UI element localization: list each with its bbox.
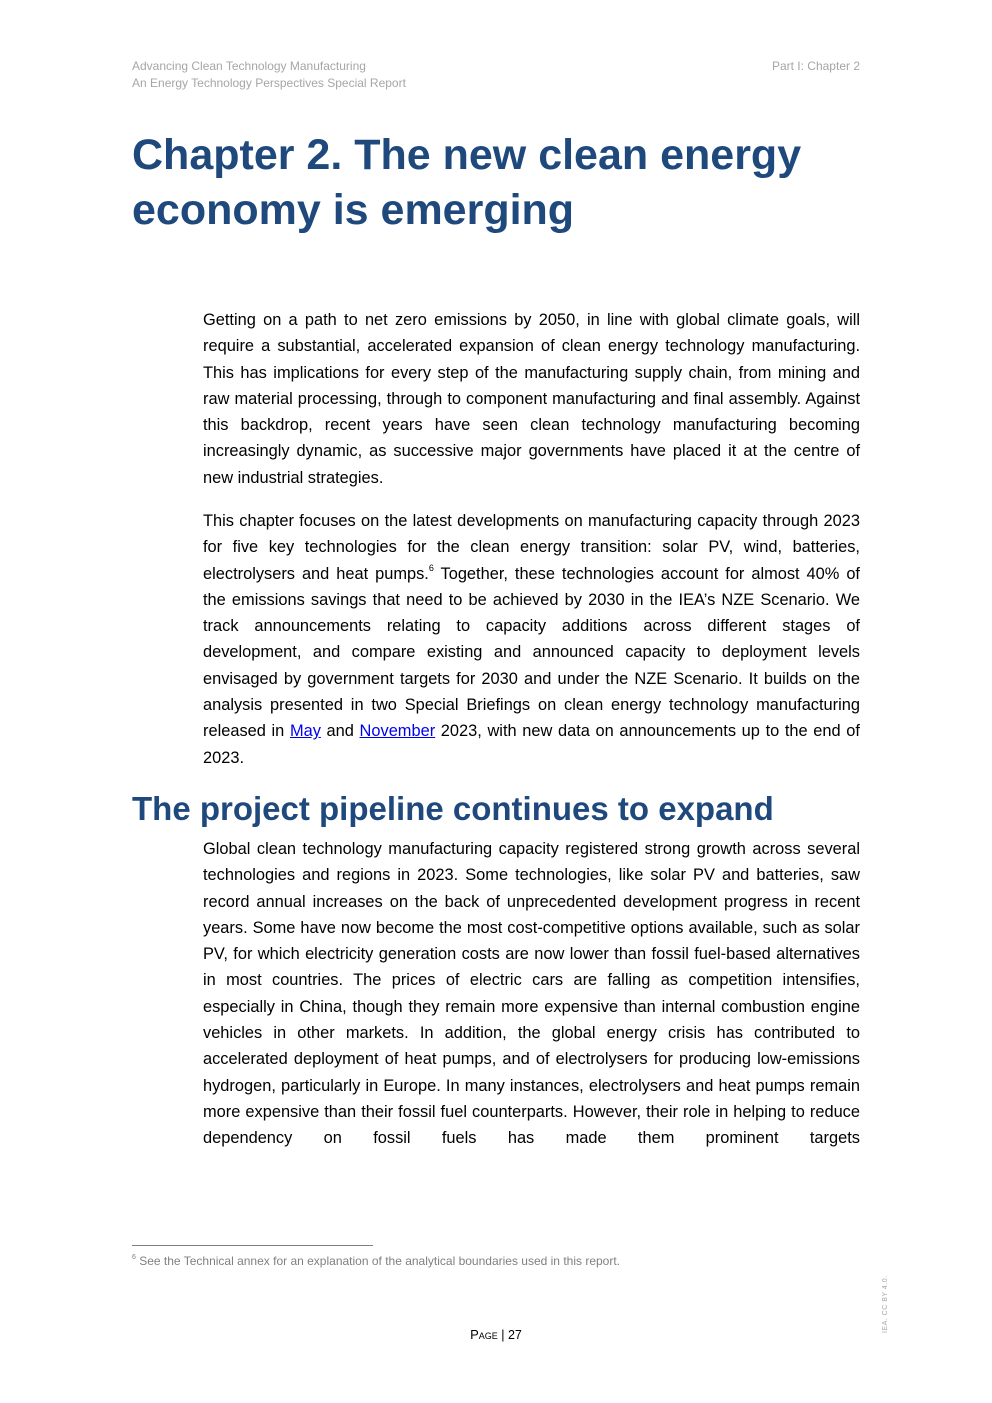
page-value: 27 [507,1328,522,1342]
report-title: Advancing Clean Technology Manufacturing [132,59,366,73]
running-header-left [132,58,406,92]
section-title: The project pipeline continues to expand [132,790,774,827]
page-label: Page [470,1327,498,1342]
paragraph-text: This chapter focuses on the latest developments on manufacturing capacity through 2023 for five key technologies for the clean energy transition: solar PV, wind, batteries, electrolysers and heat pumps. [203,512,860,583]
running-header-right: Part I: Chapter 2 [771,59,860,73]
footnote-divider [132,1245,373,1246]
paragraph-text: and [320,722,360,741]
footnote-reference[interactable]: 6 [428,563,434,574]
intro-paragraph-2 [203,508,860,771]
paragraph-text: Getting on a path to net zero emissions by 2050, in line with global climate goals, will require a substantial, accelerated expansion of clean energy technology manufacturing. This has implications for every step of the manufacturing supply chain, from mining and raw material processing, through to component manufacturing and final assembly. Against this backdrop, recent years have seen clean technology manufacturing becoming increasingly dynamic, as successive major governments have placed it at the centre of new industrial strategies. [203,311,860,487]
page-separator: | [497,1328,508,1342]
footnote-text: See the Technical annex for an explanation of the analytical boundaries used in this report. [135,1254,621,1268]
page-number [0,1326,992,1344]
section-paragraph-1 [203,836,860,1152]
intro-paragraph-1 [203,307,860,491]
report-subtitle: An Energy Technology Perspectives Special Report [132,76,406,90]
chapter-title: Chapter 2. The new clean energy economy is emerging [132,131,802,234]
paragraph-text: Global clean technology manufacturing capacity registered strong growth across several technologies and regions in 2023. Some technologies, like solar PV and batteries, saw record annual increases on the back of unprecedented development progress in recent years. Some have now become the most cost-competitive options available, such as solar PV, for which electricity generation costs are now lower than fossil fuel-based alternatives in most countries. The prices of electric cars are falling as competition intensifies, especially in China, though they remain more expensive than internal combustion engine vehicles in other markets. In addition, the global energy crisis has contributed to accelerated deployment of heat pumps, and of electrolysers for producing low-emissions hydrogen, particularly in Europe. In many instances, electrolysers and heat pumps remain more expensive than their fossil fuel counterparts. However, their role in helping to reduce dependency on fossil fuels has made them prominent targets [203,840,860,1148]
footnote [132,1253,620,1269]
license-note: IEA. CC BY 4.0. [882,1275,889,1333]
paragraph-text: Together, these technologies account for almost 40% of the emissions savings that need to be achieved by 2030 in the IEA’s NZE Scenario. We track announcements relating to capacity additions across different stages of development, and compare existing and announced capacity to deployment levels envisaged by government targets for 2030 and under the NZE Scenario. It builds on the analysis presented in two Special Briefings on clean energy technology manufacturing released in [203,564,860,741]
footnote-number: 6 [132,1254,136,1261]
paragraph-text: 2023, with new data on announcements up to the end of 2023. [203,722,860,767]
november-briefing-link[interactable]: November [359,722,436,741]
may-briefing-link[interactable]: May [289,722,321,741]
